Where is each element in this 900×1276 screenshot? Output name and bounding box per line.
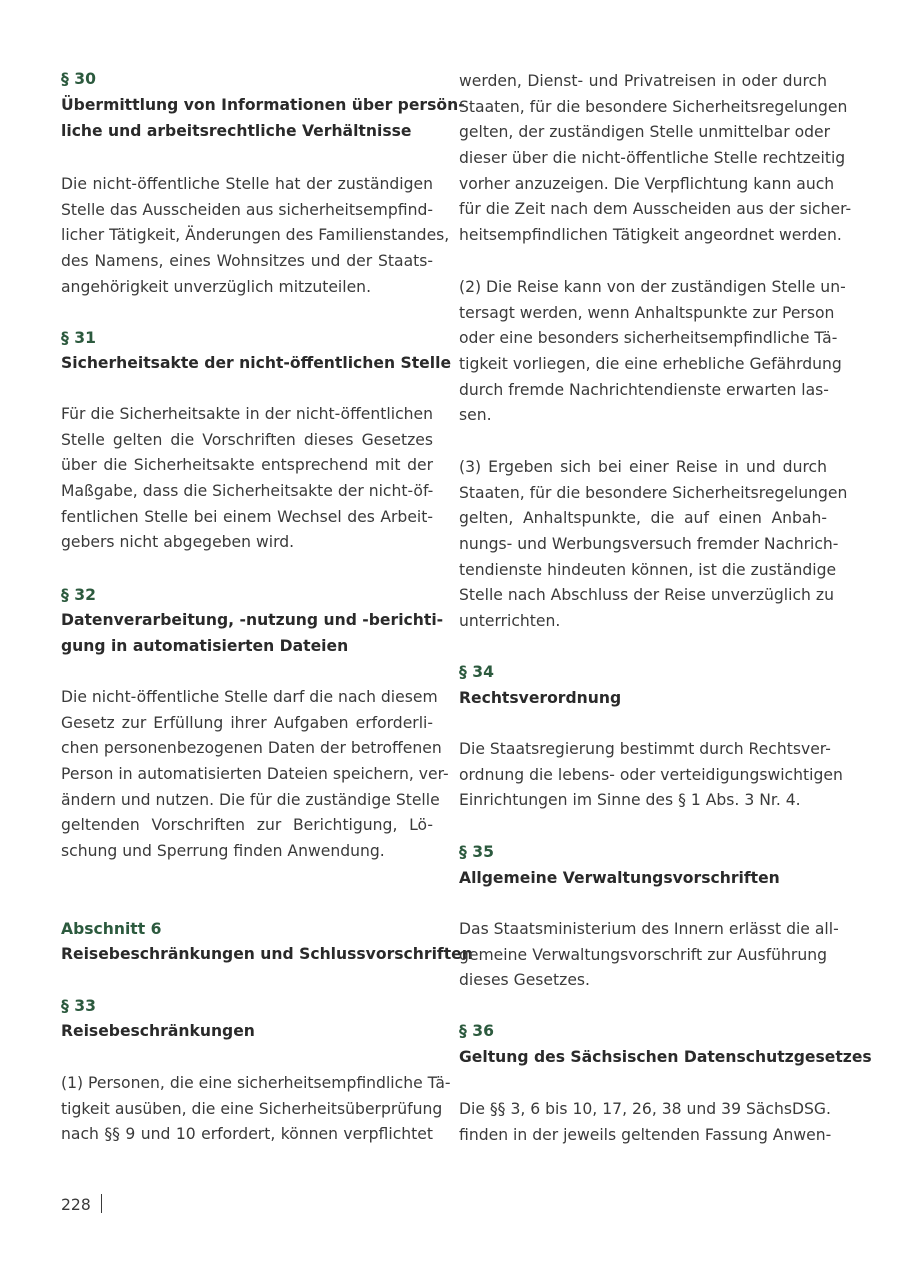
body-line: angehörigkeit unverzüglich mitzuteilen. — [61, 277, 372, 296]
title-line: Reisebeschränkungen und Schlussvorschriften — [61, 945, 473, 963]
body-line: Stelle gelten die Vorschriften dieses Gesetzes — [61, 430, 433, 449]
body-line: sen. — [459, 406, 492, 425]
body-line: des Namens, eines Wohnsitzes und der Staats- — [61, 252, 433, 271]
title-line: Übermittlung von Informationen über persön- — [61, 96, 465, 114]
body-line: heitsempfindlichen Tätigkeit angeordnet werden. — [459, 226, 842, 245]
section-33-continued-2 — [459, 275, 846, 429]
section-35-number: § 35 — [459, 843, 494, 861]
section-33-body — [61, 1071, 451, 1148]
body-line: schung und Sperrung finden Anwendung. — [61, 842, 385, 861]
section-33-title — [61, 1019, 255, 1045]
body-line: Die nicht-öffentliche Stelle hat der zuständigen — [61, 175, 433, 193]
body-line: über die Sicherheitsakte entsprechend mit der — [61, 456, 433, 475]
section-32-body — [61, 685, 449, 865]
section-31-number: § 31 — [61, 329, 96, 347]
title-line: liche und arbeitsrechtliche Verhältnisse — [61, 121, 412, 140]
section-36-title — [459, 1045, 872, 1071]
title-line: gung in automatisierten Dateien — [61, 636, 349, 655]
body-line: gemeine Verwaltungsvorschrift zur Ausführung — [459, 945, 827, 964]
section-31-title — [61, 351, 451, 377]
section-33-continued-3 — [459, 455, 848, 635]
title-line: Rechtsverordnung — [459, 689, 622, 707]
body-line: unterrichten. — [459, 612, 561, 631]
section-35-title — [459, 866, 780, 892]
body-line: Staaten, für die besondere Sicherheitsregelungen — [459, 97, 848, 116]
section-34-body — [459, 737, 843, 814]
body-line: gelten, Anhaltspunkte, die auf einen Anbah- — [459, 509, 827, 528]
body-line: Gesetz zur Erfüllung ihrer Aufgaben erforderli- — [61, 713, 433, 732]
body-line: (1) Personen, die eine sicherheitsempfindliche Tä- — [61, 1074, 451, 1092]
body-line: gebers nicht abgegeben wird. — [61, 533, 295, 552]
body-line: licher Tätigkeit, Änderungen des Familienstandes, — [61, 226, 450, 245]
page-footer — [61, 1194, 102, 1216]
body-line: fentlichen Stelle bei einem Wechsel des Arbeit- — [61, 507, 433, 526]
body-line: gelten, der zuständigen Stelle unmittelbar oder — [459, 123, 831, 142]
section-31-body — [61, 402, 433, 556]
section-34-title — [459, 686, 621, 712]
abschnitt-6-title — [61, 942, 473, 968]
body-line: Maßgabe, dass die Sicherheitsakte der nicht-öf- — [61, 482, 434, 501]
section-32-title — [61, 608, 443, 659]
body-line: werden, Dienst- und Privatreisen in oder durch — [459, 72, 827, 90]
body-line: nungs- und Werbungsversuch fremder Nachrich- — [459, 535, 839, 554]
title-line: Geltung des Sächsischen Datenschutzgesetzes — [459, 1048, 872, 1066]
body-line: ordnung die lebens- oder verteidigungswichtigen — [459, 765, 843, 784]
section-34-number: § 34 — [459, 663, 494, 681]
body-line: tigkeit ausüben, die eine Sicherheitsüberprüfung — [61, 1099, 443, 1118]
body-line: Die Staatsregierung bestimmt durch Rechtsver- — [459, 740, 831, 758]
section-30-body — [61, 172, 450, 300]
title-line: Allgemeine Verwaltungsvorschriften — [459, 869, 780, 887]
body-line: (3) Ergeben sich bei einer Reise in und durch — [459, 458, 827, 476]
body-line: Die nicht-öffentliche Stelle darf die nach diesem — [61, 688, 438, 706]
footer-divider — [101, 1194, 102, 1213]
body-line: chen personenbezogenen Daten der betroffenen — [61, 739, 442, 758]
body-line: Einrichtungen im Sinne des § 1 Abs. 3 Nr. 4. — [459, 791, 801, 810]
body-line: Person in automatisierten Dateien speichern, ver- — [61, 765, 449, 784]
title-line: Datenverarbeitung, -nutzung und -berichti- — [61, 611, 444, 629]
body-line: Staaten, für die besondere Sicherheitsregelungen — [459, 483, 848, 502]
body-line: finden in der jeweils geltenden Fassung Anwen- — [459, 1125, 832, 1144]
body-line: vorher anzuzeigen. Die Verpflichtung kann auch — [459, 174, 835, 193]
body-line: Die §§ 3, 6 bis 10, 17, 26, 38 und 39 SächsDSG. — [459, 1100, 831, 1118]
section-36-body — [459, 1097, 832, 1148]
section-32-number: § 32 — [61, 586, 96, 604]
section-33-continued-1 — [459, 69, 852, 249]
body-line: oder eine besonders sicherheitsempfindliche Tä- — [459, 329, 838, 348]
body-line: geltenden Vorschriften zur Berichtigung, Lö- — [61, 816, 433, 835]
section-35-body — [459, 917, 839, 994]
section-33-number: § 33 — [61, 997, 96, 1015]
page-number: 228 — [61, 1196, 91, 1214]
section-36-number: § 36 — [459, 1022, 494, 1040]
abschnitt-6-label: Abschnitt 6 — [61, 920, 162, 938]
body-line: tendienste hindeuten können, ist die zuständige — [459, 560, 837, 579]
body-line: für die Zeit nach dem Ausscheiden aus der sicher- — [459, 200, 852, 219]
body-line: tigkeit vorliegen, die eine erhebliche Gefährdung — [459, 355, 842, 374]
body-line: (2) Die Reise kann von der zuständigen Stelle un- — [459, 278, 846, 296]
section-30-number: § 30 — [61, 70, 96, 88]
body-line: Stelle das Ausscheiden aus sicherheitsempfind- — [61, 200, 433, 219]
body-line: Das Staatsministerium des Innern erlässt die all- — [459, 920, 839, 938]
body-line: ändern und nutzen. Die für die zuständige Stelle — [61, 790, 440, 809]
title-line: Sicherheitsakte der nicht-öffentlichen Stelle — [61, 354, 452, 372]
body-line: Für die Sicherheitsakte in der nicht-öffentlichen — [61, 405, 433, 423]
body-line: Stelle nach Abschluss der Reise unverzüglich zu — [459, 586, 834, 605]
body-line: dieser über die nicht-öffentliche Stelle rechtzeitig — [459, 149, 846, 168]
title-line: Reisebeschränkungen — [61, 1022, 255, 1040]
section-30-title — [61, 93, 465, 144]
body-line: nach §§ 9 und 10 erfordert, können verpflichtet — [61, 1125, 433, 1144]
body-line: tersagt werden, wenn Anhaltspunkte zur Person — [459, 303, 835, 322]
body-line: durch fremde Nachrichtendienste erwarten las- — [459, 380, 829, 399]
body-line: dieses Gesetzes. — [459, 971, 590, 990]
